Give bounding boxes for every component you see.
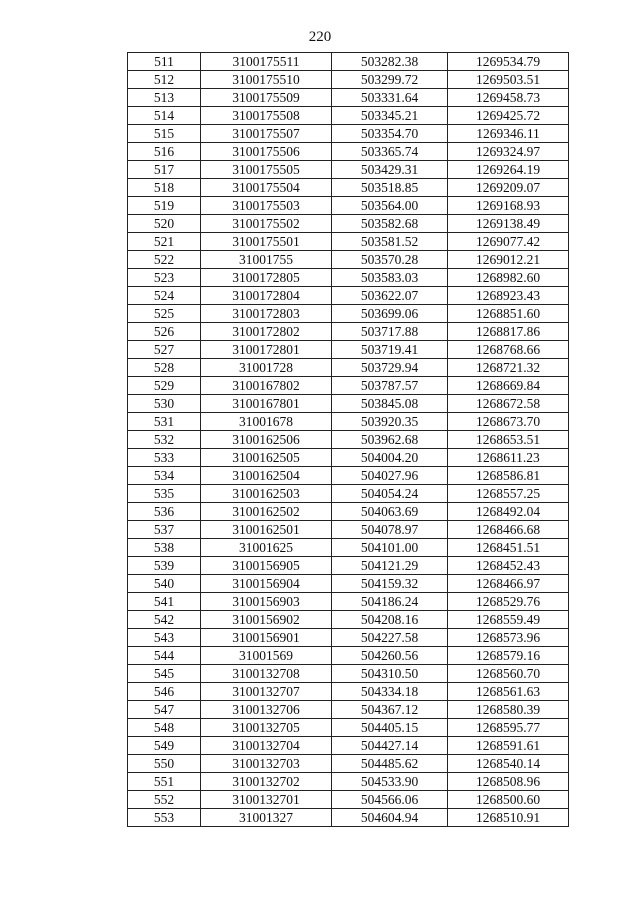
- point-id-cell: 3100167801: [201, 395, 332, 413]
- row-number-cell: 531: [128, 413, 201, 431]
- point-id-cell: 31001569: [201, 647, 332, 665]
- x-coordinate-cell: 504159.32: [332, 575, 448, 593]
- x-coordinate-cell: 503717.88: [332, 323, 448, 341]
- y-coordinate-cell: 1269012.21: [448, 251, 569, 269]
- table-row: [128, 611, 569, 629]
- row-number-cell: 519: [128, 197, 201, 215]
- table-row: [128, 467, 569, 485]
- row-number-cell: 551: [128, 773, 201, 791]
- table-row: [128, 71, 569, 89]
- row-number-cell: 546: [128, 683, 201, 701]
- x-coordinate-cell: 504604.94: [332, 809, 448, 827]
- y-coordinate-cell: 1269264.19: [448, 161, 569, 179]
- y-coordinate-cell: 1268611.23: [448, 449, 569, 467]
- table-row: [128, 269, 569, 287]
- table-row: [128, 557, 569, 575]
- table-row: [128, 341, 569, 359]
- table-row: [128, 197, 569, 215]
- x-coordinate-cell: 504533.90: [332, 773, 448, 791]
- x-coordinate-cell: 504054.24: [332, 485, 448, 503]
- point-id-cell: 3100162503: [201, 485, 332, 503]
- row-number-cell: 547: [128, 701, 201, 719]
- y-coordinate-cell: 1268591.61: [448, 737, 569, 755]
- y-coordinate-cell: 1269077.42: [448, 233, 569, 251]
- table-row: [128, 305, 569, 323]
- row-number-cell: 511: [128, 53, 201, 71]
- y-coordinate-cell: 1268557.25: [448, 485, 569, 503]
- y-coordinate-cell: 1268586.81: [448, 467, 569, 485]
- y-coordinate-cell: 1269209.07: [448, 179, 569, 197]
- row-number-cell: 514: [128, 107, 201, 125]
- y-coordinate-cell: 1268452.43: [448, 557, 569, 575]
- table-row: [128, 665, 569, 683]
- x-coordinate-cell: 503787.57: [332, 377, 448, 395]
- point-id-cell: 3100175509: [201, 89, 332, 107]
- table-row: [128, 521, 569, 539]
- point-id-cell: 3100156905: [201, 557, 332, 575]
- point-id-cell: 3100172801: [201, 341, 332, 359]
- row-number-cell: 544: [128, 647, 201, 665]
- table-row: [128, 809, 569, 827]
- table-row: [128, 485, 569, 503]
- row-number-cell: 530: [128, 395, 201, 413]
- y-coordinate-cell: 1268451.51: [448, 539, 569, 557]
- point-id-cell: 3100156904: [201, 575, 332, 593]
- coordinates-table: [127, 52, 569, 827]
- x-coordinate-cell: 503570.28: [332, 251, 448, 269]
- point-id-cell: 3100175506: [201, 143, 332, 161]
- point-id-cell: 3100156902: [201, 611, 332, 629]
- x-coordinate-cell: 503699.06: [332, 305, 448, 323]
- x-coordinate-cell: 504566.06: [332, 791, 448, 809]
- row-number-cell: 513: [128, 89, 201, 107]
- point-id-cell: 3100175508: [201, 107, 332, 125]
- y-coordinate-cell: 1268721.32: [448, 359, 569, 377]
- point-id-cell: 3100175504: [201, 179, 332, 197]
- row-number-cell: 534: [128, 467, 201, 485]
- point-id-cell: 31001678: [201, 413, 332, 431]
- row-number-cell: 542: [128, 611, 201, 629]
- x-coordinate-cell: 504078.97: [332, 521, 448, 539]
- row-number-cell: 545: [128, 665, 201, 683]
- point-id-cell: 3100175501: [201, 233, 332, 251]
- x-coordinate-cell: 504004.20: [332, 449, 448, 467]
- table-row: [128, 737, 569, 755]
- point-id-cell: 3100132707: [201, 683, 332, 701]
- table-row: [128, 359, 569, 377]
- table-row: [128, 629, 569, 647]
- row-number-cell: 552: [128, 791, 201, 809]
- point-id-cell: 3100162505: [201, 449, 332, 467]
- x-coordinate-cell: 504260.56: [332, 647, 448, 665]
- row-number-cell: 538: [128, 539, 201, 557]
- y-coordinate-cell: 1269138.49: [448, 215, 569, 233]
- table-row: [128, 755, 569, 773]
- x-coordinate-cell: 503845.08: [332, 395, 448, 413]
- row-number-cell: 525: [128, 305, 201, 323]
- y-coordinate-cell: 1268672.58: [448, 395, 569, 413]
- x-coordinate-cell: 504367.12: [332, 701, 448, 719]
- table-row: [128, 215, 569, 233]
- table-row: [128, 647, 569, 665]
- table-row: [128, 107, 569, 125]
- row-number-cell: 524: [128, 287, 201, 305]
- point-id-cell: 3100175507: [201, 125, 332, 143]
- y-coordinate-cell: 1268559.49: [448, 611, 569, 629]
- table-row: [128, 287, 569, 305]
- point-id-cell: 3100132701: [201, 791, 332, 809]
- y-coordinate-cell: 1268573.96: [448, 629, 569, 647]
- x-coordinate-cell: 504121.29: [332, 557, 448, 575]
- y-coordinate-cell: 1268653.51: [448, 431, 569, 449]
- x-coordinate-cell: 503729.94: [332, 359, 448, 377]
- x-coordinate-cell: 503354.70: [332, 125, 448, 143]
- y-coordinate-cell: 1268466.68: [448, 521, 569, 539]
- row-number-cell: 516: [128, 143, 201, 161]
- table-row: [128, 395, 569, 413]
- point-id-cell: 3100132703: [201, 755, 332, 773]
- x-coordinate-cell: 503429.31: [332, 161, 448, 179]
- x-coordinate-cell: 504405.15: [332, 719, 448, 737]
- row-number-cell: 539: [128, 557, 201, 575]
- point-id-cell: 3100172802: [201, 323, 332, 341]
- y-coordinate-cell: 1268510.91: [448, 809, 569, 827]
- x-coordinate-cell: 504310.50: [332, 665, 448, 683]
- point-id-cell: 31001755: [201, 251, 332, 269]
- point-id-cell: 3100132708: [201, 665, 332, 683]
- row-number-cell: 536: [128, 503, 201, 521]
- point-id-cell: 31001728: [201, 359, 332, 377]
- table-row: [128, 89, 569, 107]
- row-number-cell: 549: [128, 737, 201, 755]
- y-coordinate-cell: 1269458.73: [448, 89, 569, 107]
- row-number-cell: 535: [128, 485, 201, 503]
- x-coordinate-cell: 503518.85: [332, 179, 448, 197]
- point-id-cell: 3100172804: [201, 287, 332, 305]
- point-id-cell: 3100175511: [201, 53, 332, 71]
- y-coordinate-cell: 1268673.70: [448, 413, 569, 431]
- table-row: [128, 701, 569, 719]
- x-coordinate-cell: 504186.24: [332, 593, 448, 611]
- table-row: [128, 323, 569, 341]
- row-number-cell: 522: [128, 251, 201, 269]
- x-coordinate-cell: 504227.58: [332, 629, 448, 647]
- x-coordinate-cell: 503331.64: [332, 89, 448, 107]
- row-number-cell: 540: [128, 575, 201, 593]
- point-id-cell: 3100162506: [201, 431, 332, 449]
- table-row: [128, 233, 569, 251]
- row-number-cell: 523: [128, 269, 201, 287]
- table-row: [128, 377, 569, 395]
- row-number-cell: 541: [128, 593, 201, 611]
- table-row: [128, 449, 569, 467]
- point-id-cell: 3100175502: [201, 215, 332, 233]
- table-row: [128, 125, 569, 143]
- point-id-cell: 3100175505: [201, 161, 332, 179]
- row-number-cell: 518: [128, 179, 201, 197]
- page-number: 220: [308, 29, 332, 45]
- y-coordinate-cell: 1269534.79: [448, 53, 569, 71]
- table-row: [128, 503, 569, 521]
- x-coordinate-cell: 504334.18: [332, 683, 448, 701]
- x-coordinate-cell: 503582.68: [332, 215, 448, 233]
- point-id-cell: 3100156901: [201, 629, 332, 647]
- point-id-cell: 31001625: [201, 539, 332, 557]
- x-coordinate-cell: 504208.16: [332, 611, 448, 629]
- x-coordinate-cell: 504485.62: [332, 755, 448, 773]
- y-coordinate-cell: 1268851.60: [448, 305, 569, 323]
- coordinates-table-body: [128, 53, 569, 827]
- x-coordinate-cell: 503622.07: [332, 287, 448, 305]
- point-id-cell: 3100156903: [201, 593, 332, 611]
- y-coordinate-cell: 1268508.96: [448, 773, 569, 791]
- x-coordinate-cell: 503719.41: [332, 341, 448, 359]
- y-coordinate-cell: 1268529.76: [448, 593, 569, 611]
- point-id-cell: 3100175510: [201, 71, 332, 89]
- row-number-cell: 515: [128, 125, 201, 143]
- y-coordinate-cell: 1268923.43: [448, 287, 569, 305]
- table-row: [128, 251, 569, 269]
- y-coordinate-cell: 1269346.11: [448, 125, 569, 143]
- y-coordinate-cell: 1269425.72: [448, 107, 569, 125]
- point-id-cell: 3100175503: [201, 197, 332, 215]
- y-coordinate-cell: 1268817.86: [448, 323, 569, 341]
- row-number-cell: 527: [128, 341, 201, 359]
- x-coordinate-cell: 503299.72: [332, 71, 448, 89]
- x-coordinate-cell: 503282.38: [332, 53, 448, 71]
- table-row: [128, 791, 569, 809]
- x-coordinate-cell: 503581.52: [332, 233, 448, 251]
- x-coordinate-cell: 504101.00: [332, 539, 448, 557]
- row-number-cell: 548: [128, 719, 201, 737]
- row-number-cell: 543: [128, 629, 201, 647]
- point-id-cell: 3100167802: [201, 377, 332, 395]
- x-coordinate-cell: 503365.74: [332, 143, 448, 161]
- row-number-cell: 533: [128, 449, 201, 467]
- row-number-cell: 529: [128, 377, 201, 395]
- x-coordinate-cell: 503345.21: [332, 107, 448, 125]
- point-id-cell: 3100172803: [201, 305, 332, 323]
- table-row: [128, 179, 569, 197]
- point-id-cell: 31001327: [201, 809, 332, 827]
- row-number-cell: 520: [128, 215, 201, 233]
- table-row: [128, 53, 569, 71]
- table-row: [128, 575, 569, 593]
- row-number-cell: 537: [128, 521, 201, 539]
- point-id-cell: 3100172805: [201, 269, 332, 287]
- y-coordinate-cell: 1268540.14: [448, 755, 569, 773]
- row-number-cell: 517: [128, 161, 201, 179]
- table-row: [128, 413, 569, 431]
- row-number-cell: 526: [128, 323, 201, 341]
- point-id-cell: 3100132706: [201, 701, 332, 719]
- table-row: [128, 773, 569, 791]
- y-coordinate-cell: 1269324.97: [448, 143, 569, 161]
- row-number-cell: 550: [128, 755, 201, 773]
- point-id-cell: 3100162502: [201, 503, 332, 521]
- table-row: [128, 143, 569, 161]
- x-coordinate-cell: 504063.69: [332, 503, 448, 521]
- y-coordinate-cell: 1268560.70: [448, 665, 569, 683]
- row-number-cell: 528: [128, 359, 201, 377]
- y-coordinate-cell: 1268768.66: [448, 341, 569, 359]
- table-row: [128, 539, 569, 557]
- y-coordinate-cell: 1269168.93: [448, 197, 569, 215]
- x-coordinate-cell: 504027.96: [332, 467, 448, 485]
- y-coordinate-cell: 1268492.04: [448, 503, 569, 521]
- point-id-cell: 3100132705: [201, 719, 332, 737]
- row-number-cell: 512: [128, 71, 201, 89]
- y-coordinate-cell: 1268466.97: [448, 575, 569, 593]
- y-coordinate-cell: 1268669.84: [448, 377, 569, 395]
- y-coordinate-cell: 1268982.60: [448, 269, 569, 287]
- table-row: [128, 431, 569, 449]
- table-row: [128, 593, 569, 611]
- point-id-cell: 3100162504: [201, 467, 332, 485]
- y-coordinate-cell: 1268579.16: [448, 647, 569, 665]
- y-coordinate-cell: 1268500.60: [448, 791, 569, 809]
- row-number-cell: 532: [128, 431, 201, 449]
- x-coordinate-cell: 503920.35: [332, 413, 448, 431]
- x-coordinate-cell: 504427.14: [332, 737, 448, 755]
- y-coordinate-cell: 1269503.51: [448, 71, 569, 89]
- y-coordinate-cell: 1268561.63: [448, 683, 569, 701]
- x-coordinate-cell: 503583.03: [332, 269, 448, 287]
- y-coordinate-cell: 1268580.39: [448, 701, 569, 719]
- x-coordinate-cell: 503564.00: [332, 197, 448, 215]
- row-number-cell: 521: [128, 233, 201, 251]
- table-row: [128, 161, 569, 179]
- x-coordinate-cell: 503962.68: [332, 431, 448, 449]
- table-row: [128, 719, 569, 737]
- table-row: [128, 683, 569, 701]
- row-number-cell: 553: [128, 809, 201, 827]
- point-id-cell: 3100132704: [201, 737, 332, 755]
- point-id-cell: 3100132702: [201, 773, 332, 791]
- y-coordinate-cell: 1268595.77: [448, 719, 569, 737]
- point-id-cell: 3100162501: [201, 521, 332, 539]
